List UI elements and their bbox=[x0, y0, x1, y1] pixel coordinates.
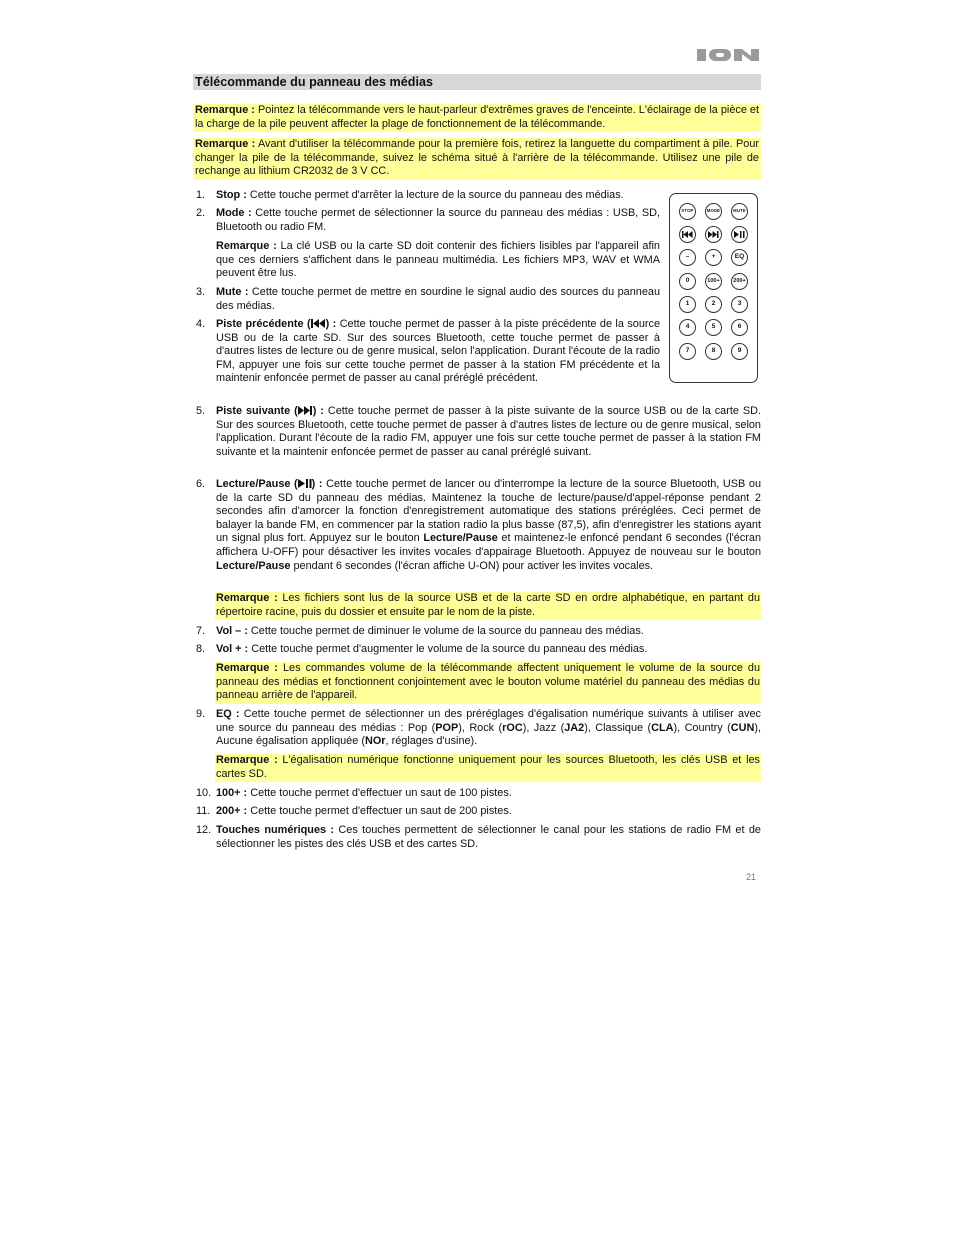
item-text: ), Aucune égalisation appliquée ( bbox=[216, 721, 761, 748]
next-track-icon bbox=[298, 406, 313, 415]
item-text: Cette touche permet d'arrêter la lecture de la source du panneau des médias. bbox=[246, 189, 624, 201]
item-text: , réglages d'usine). bbox=[385, 735, 478, 748]
item-number: 12. bbox=[196, 824, 212, 836]
note-text: Les commandes volume de la télécommande affectent uniquement le volume de la source du panneau des médias et fonctionnent conjointement avec le bouton volume matériel du panneau des médias du panneau arrière de l'appareil. bbox=[216, 662, 760, 702]
note-volume bbox=[215, 662, 761, 704]
note-text: La clé USB ou la carte SD doit contenir des fichiers lisibles par l'appareil afin que ces derniers s'affichent dans le panneau multimédia. Les fichiers MP3, WAV et WMA peuvent être lus. bbox=[216, 240, 660, 280]
note-battery bbox=[193, 138, 761, 180]
prev-track-icon bbox=[311, 319, 326, 328]
play-pause-icon bbox=[298, 479, 312, 488]
item-number: 1. bbox=[196, 189, 206, 201]
remote-1-button: 1 bbox=[679, 296, 696, 313]
item-label: Mode : bbox=[216, 207, 252, 219]
item-label: Piste précédente ( bbox=[216, 318, 311, 330]
note-label: Remarque : bbox=[195, 104, 255, 116]
item-label: Mute : bbox=[216, 286, 249, 298]
item-text: Cette touche permet d'effectuer un saut de 100 pistes. bbox=[247, 787, 512, 799]
note-eq bbox=[215, 754, 761, 782]
remote-2-button: 2 bbox=[705, 296, 722, 313]
eq-code-jazz: JA2 bbox=[564, 721, 585, 734]
remote-200plus-button: 200+ bbox=[731, 273, 748, 290]
item-text-3: pendant 6 secondes (l'écran affiche U-ON) pour activer les invites vocales. bbox=[290, 559, 654, 572]
item-label-end: ) : bbox=[311, 478, 323, 490]
item-text: Cette touche permet de passer à la piste précédente de la source USB ou de la carte SD. Sur des sources Bluetooth, cette touche permet de passer à d'autres listes de lecture ou de genre musical, selon l'application. Durant l'écoute de la radio FM, appuyer une fois sur cette touche permet de passer à la station FM précédente et la maintenir enfoncée permet de passer au canal préréglé précédent. bbox=[216, 318, 661, 385]
item-label-end: ) : bbox=[312, 405, 324, 417]
remote-9-button: 9 bbox=[731, 343, 748, 360]
eq-code-none: NOr bbox=[364, 735, 386, 748]
remote-stop-button: STOP bbox=[679, 203, 696, 220]
remote-prev-button bbox=[679, 226, 696, 243]
item-label: Stop : bbox=[216, 189, 247, 201]
ion-logo bbox=[697, 48, 759, 62]
item-label: 200+ : bbox=[216, 805, 248, 817]
item-label: Lecture/Pause ( bbox=[216, 478, 298, 490]
item-label: 100+ : bbox=[216, 787, 248, 799]
eq-code-classique: CLA bbox=[651, 721, 674, 734]
remote-next-button bbox=[705, 226, 722, 243]
item-number: 5. bbox=[196, 405, 206, 417]
note-label: Remarque : bbox=[216, 662, 278, 674]
item-number: 2. bbox=[196, 207, 206, 219]
item-number: 6. bbox=[196, 478, 206, 490]
item-text: Cette touche permet de lancer ou d'interrompe la lecture de la source Bluetooth, USB ou de la carte SD du panneau des médias. Maintenez la touche de lecture/pause/d'appel-réponse pendant 2 secondes afin d'amorcer la fonction d'enregistrement automatique des stations préréglées. Ceci permet de balayer la bande FM, en commencer par la station radio la plus basse (87,5), afin d'enregistrer les stations ayant un signal plus fort. Appuyez sur le bouton bbox=[216, 478, 761, 545]
item-number: 11. bbox=[196, 805, 211, 817]
remote-8-button: 8 bbox=[705, 343, 722, 360]
remote-4-button: 4 bbox=[679, 319, 696, 336]
item-number: 4. bbox=[196, 318, 206, 330]
play-pause-icon bbox=[734, 231, 745, 238]
item-text: Cette touche permet de mettre en sourdine le signal audio des sources du panneau des médias. bbox=[216, 286, 660, 312]
item-number: 8. bbox=[196, 643, 206, 655]
item-number: 10. bbox=[196, 787, 212, 799]
remote-0-button: 0 bbox=[679, 273, 696, 290]
remote-vol-down-button: – bbox=[679, 249, 696, 266]
item-text: Ces touches permettent de sélectionner le canal pour les stations de radio FM et de sélectionner les pistes des clés USB et des cartes SD. bbox=[216, 824, 761, 850]
remote-illustration bbox=[669, 193, 758, 383]
item-text: ), Rock ( bbox=[458, 721, 503, 734]
prev-track-icon bbox=[682, 231, 693, 238]
note-label: Remarque : bbox=[195, 138, 256, 150]
remote-vol-up-button: + bbox=[705, 249, 722, 266]
item-text: Cette touche permet de sélectionner un des préréglages d'égalisation numérique suivants à utiliser avec une source du panneau des médias : Pop ( bbox=[216, 708, 761, 734]
eq-code-country: CUN bbox=[730, 721, 755, 734]
item-number: 9. bbox=[196, 708, 206, 720]
item-label: EQ : bbox=[216, 708, 240, 720]
remote-7-button: 7 bbox=[679, 343, 696, 360]
bold-lecture-pause: Lecture/Pause bbox=[423, 532, 498, 545]
item-text: ), Country ( bbox=[673, 721, 731, 734]
note-text: L'égalisation numérique fonctionne uniquement pour les sources Bluetooth, les clés USB et les cartes SD. bbox=[216, 754, 760, 780]
remote-mute-button: MUTE bbox=[731, 203, 748, 220]
section-title: Télécommande du panneau des médias bbox=[193, 74, 761, 90]
note-mode bbox=[216, 240, 660, 281]
remote-playpause-button bbox=[731, 226, 748, 243]
note-label: Remarque : bbox=[216, 592, 278, 604]
note-text: Pointez la télécommande vers le haut-parleur d'extrêmes graves de l'enceinte. L'éclairage de la pièce et la charge de la pile peuvent affecter la plage de fonctionnement de la télécommande. bbox=[195, 104, 759, 130]
remote-6-button: 6 bbox=[731, 319, 748, 336]
item-label: Vol – : bbox=[216, 625, 248, 637]
eq-code-pop: POP bbox=[435, 721, 459, 734]
eq-code-rock: rOC bbox=[502, 721, 523, 734]
remote-100plus-button: 100+ bbox=[705, 273, 722, 290]
remote-5-button: 5 bbox=[705, 319, 722, 336]
item-label: Touches numériques : bbox=[216, 824, 335, 836]
note-label: Remarque : bbox=[216, 240, 277, 252]
remote-mode-button: MODE bbox=[705, 203, 722, 220]
item-text: Cette touche permet d'effectuer un saut de 200 pistes. bbox=[247, 805, 512, 817]
item-text: Cette touche permet d'augmenter le volume de la source du panneau des médias. bbox=[248, 643, 648, 655]
note-file-order bbox=[215, 592, 761, 620]
item-number: 7. bbox=[196, 625, 206, 637]
item-text: Cette touche permet de diminuer le volume de la source du panneau des médias. bbox=[247, 625, 644, 637]
item-text: Cette touche permet de sélectionner la source du panneau des médias : USB, SD, Bluetooth ou radio FM. bbox=[216, 207, 661, 233]
note-text: Avant d'utiliser la télécommande pour la première fois, retirez la languette du compartiment à pile. Pour changer la pile de la télécommande, suivez le schéma situé à l'arrière de la télécommande. Utilisez une pile de rechange au lithium CR2032 de 3 V CC. bbox=[195, 138, 759, 178]
item-label-end: ) : bbox=[325, 318, 337, 330]
item-label: Piste suivante ( bbox=[216, 405, 298, 417]
item-text: ), Classique ( bbox=[584, 721, 652, 734]
item-text: ), Jazz ( bbox=[522, 721, 565, 734]
item-text-2: et maintenez-le enfoncé pendant 6 secondes (l'écran affichera U-OFF) pour désactiver les invites vocales d'appairage Bluetooth. Appuyez de nouveau sur le bouton bbox=[216, 532, 762, 558]
note-remote-aim bbox=[193, 104, 761, 132]
item-text: Cette touche permet de passer à la piste suivante de la source USB ou de la carte SD. Sur des sources Bluetooth, cette touche permet de passer à d'autres listes de lecture ou de genre musical, selon l'application. Durant l'écoute de la radio FM, appuyer une fois sur cette touche permet de passer à la station FM suivante et la maintenir enfoncée permet de passer au canal préréglé suivant. bbox=[216, 405, 762, 458]
note-text: Les fichiers sont lus de la source USB et de la carte SD en ordre alphabétique, en partant du répertoire racine, puis du dossier et ensuite par le nom de la piste. bbox=[216, 592, 761, 618]
item-number: 3. bbox=[196, 286, 206, 298]
remote-3-button: 3 bbox=[731, 296, 748, 313]
remote-eq-button: EQ bbox=[731, 249, 748, 266]
note-label: Remarque : bbox=[216, 754, 278, 766]
next-track-icon bbox=[708, 231, 719, 238]
page-number: 21 bbox=[746, 872, 757, 882]
bold-lecture-pause-2: Lecture/Pause bbox=[216, 559, 291, 572]
item-label: Vol + : bbox=[216, 643, 249, 655]
